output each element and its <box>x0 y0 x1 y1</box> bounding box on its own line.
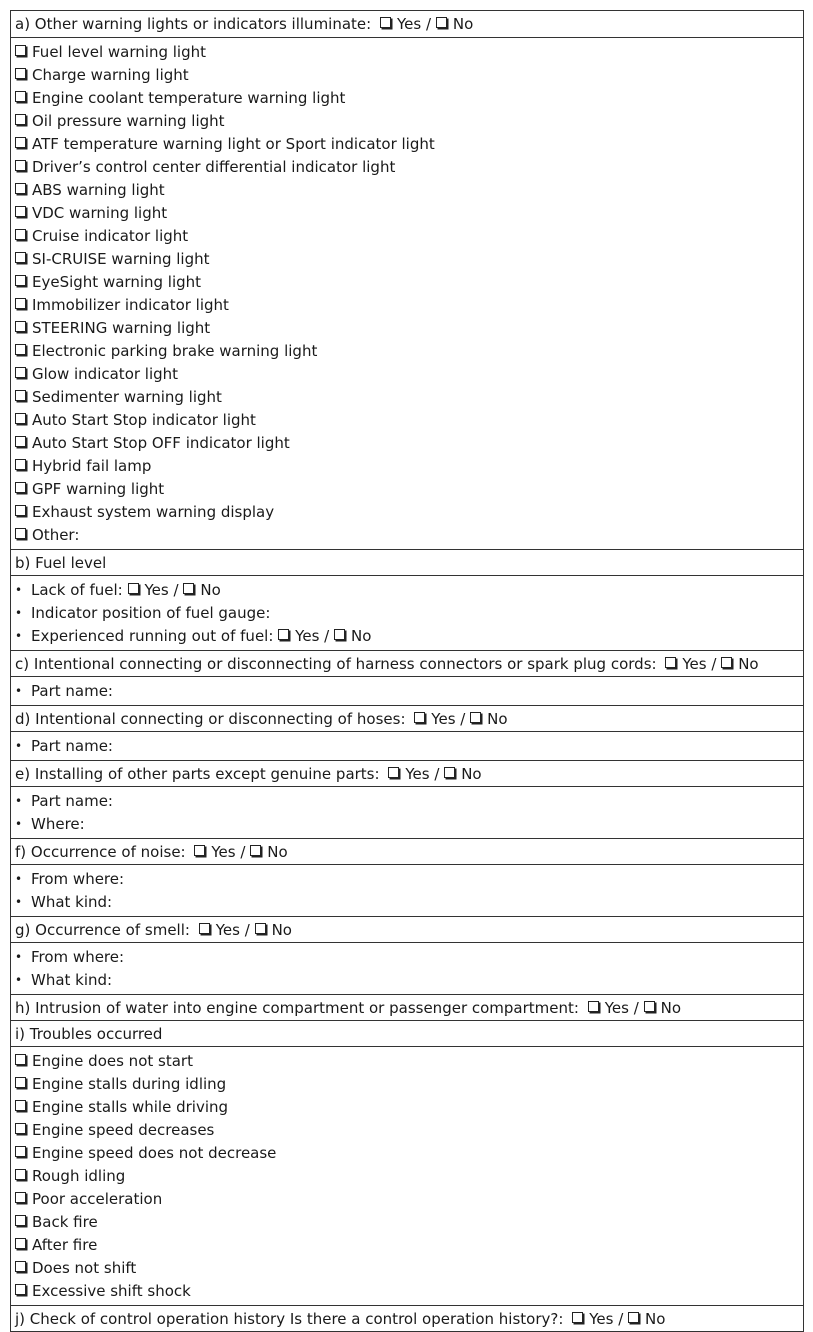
checkbox[interactable] <box>15 45 26 56</box>
item-label: Sedimenter warning light <box>32 388 222 406</box>
item-label: Exhaust system warning display <box>32 503 275 521</box>
checkbox[interactable] <box>15 1077 26 1088</box>
item-label: SI-CRUISE warning light <box>32 250 210 268</box>
bullet-item <box>15 790 799 813</box>
yes-checkbox[interactable] <box>278 629 289 640</box>
checkbox[interactable] <box>15 436 26 447</box>
checklist-item <box>15 1280 799 1303</box>
separator: / <box>426 15 432 33</box>
yes-label: Yes <box>682 655 707 673</box>
section-f-header <box>11 838 803 864</box>
item-label: Engine stalls while driving <box>32 1098 229 1116</box>
no-checkbox[interactable] <box>255 923 266 934</box>
item-label: GPF warning light <box>32 480 165 498</box>
checklist-item <box>15 64 799 87</box>
section-j-header <box>11 1305 803 1331</box>
checkbox[interactable] <box>15 68 26 79</box>
no-label: No <box>645 1310 666 1328</box>
section-i-list <box>11 1046 803 1305</box>
item-label: Auto Start Stop indicator light <box>32 411 256 429</box>
separator: / <box>173 581 179 599</box>
separator: / <box>633 999 639 1017</box>
section-e-header <box>11 760 803 786</box>
item-label: Fuel level warning light <box>32 43 206 61</box>
item-label: Poor acceleration <box>32 1190 163 1208</box>
bullet-icon: • <box>15 973 23 987</box>
item-label: Other: <box>32 526 80 544</box>
bullet-item <box>15 625 799 648</box>
checklist-item <box>15 1211 799 1234</box>
checklist-item <box>15 386 799 409</box>
checkbox[interactable] <box>15 183 26 194</box>
checklist-item <box>15 409 799 432</box>
checkbox[interactable] <box>15 1215 26 1226</box>
from-where-label: From where: <box>31 948 125 966</box>
yes-label: Yes <box>604 999 629 1017</box>
checkbox[interactable] <box>15 482 26 493</box>
checklist-item <box>15 478 799 501</box>
item-label: EyeSight warning light <box>32 273 202 291</box>
bullet-item <box>15 602 799 625</box>
checkbox[interactable] <box>15 1238 26 1249</box>
bullet-item <box>15 579 799 602</box>
bullet-icon: • <box>15 817 23 831</box>
bullet-icon: • <box>15 739 23 753</box>
section-e-title: e) Installing of other parts except genuine parts: <box>15 765 380 783</box>
bullet-icon: • <box>15 583 23 597</box>
yes-label: Yes <box>589 1310 614 1328</box>
checklist-item <box>15 1234 799 1257</box>
where-label: Where: <box>31 815 85 833</box>
section-a-header <box>11 11 803 37</box>
checklist-item <box>15 41 799 64</box>
no-label: No <box>271 921 292 939</box>
no-checkbox[interactable] <box>250 845 261 856</box>
yes-checkbox[interactable] <box>128 583 139 594</box>
ran-out-of-fuel-label: Experienced running out of fuel: <box>31 627 274 645</box>
checklist-item <box>15 1188 799 1211</box>
checkbox[interactable] <box>15 206 26 217</box>
bullet-icon: • <box>15 950 23 964</box>
checklist-item <box>15 294 799 317</box>
item-label: Engine does not start <box>32 1052 193 1070</box>
checklist-item <box>15 1119 799 1142</box>
no-checkbox[interactable] <box>721 657 732 668</box>
yes-label: Yes <box>211 843 236 861</box>
section-c-title: c) Intentional connecting or disconnecting of harness connectors or spark plug cords: <box>15 655 657 673</box>
checkbox[interactable] <box>15 229 26 240</box>
section-d-list <box>11 731 803 760</box>
section-a-title: a) Other warning lights or indicators illuminate: <box>15 15 372 33</box>
bullet-item <box>15 735 799 758</box>
separator: / <box>711 655 717 673</box>
checkbox[interactable] <box>15 275 26 286</box>
yes-label: Yes <box>144 581 169 599</box>
checkbox[interactable] <box>15 1169 26 1180</box>
no-checkbox[interactable] <box>183 583 194 594</box>
part-name-label: Part name: <box>31 792 113 810</box>
section-h-header <box>11 994 803 1020</box>
checklist-item <box>15 271 799 294</box>
yes-checkbox[interactable] <box>572 1312 583 1323</box>
checklist-item <box>15 202 799 225</box>
no-checkbox[interactable] <box>470 712 481 723</box>
checkbox[interactable] <box>15 91 26 102</box>
no-checkbox[interactable] <box>644 1001 655 1012</box>
section-i-title: i) Troubles occurred <box>15 1025 163 1043</box>
checklist-item <box>15 225 799 248</box>
yes-checkbox[interactable] <box>380 17 391 28</box>
checkbox[interactable] <box>15 1123 26 1134</box>
yes-label: Yes <box>431 710 456 728</box>
item-label: Immobilizer indicator light <box>32 296 229 314</box>
section-g-title: g) Occurrence of smell: <box>15 921 190 939</box>
no-checkbox[interactable] <box>444 767 455 778</box>
checklist-item <box>15 248 799 271</box>
section-h-title: h) Intrusion of water into engine compartment or passenger compartment: <box>15 999 579 1017</box>
section-b-header <box>11 549 803 575</box>
item-label: Engine speed does not decrease <box>32 1144 277 1162</box>
checkbox[interactable] <box>15 114 26 125</box>
item-label: Cruise indicator light <box>32 227 189 245</box>
section-i-header <box>11 1020 803 1046</box>
checklist-item <box>15 432 799 455</box>
item-label: Engine stalls during idling <box>32 1075 227 1093</box>
no-label: No <box>660 999 681 1017</box>
no-checkbox[interactable] <box>436 17 447 28</box>
item-label: ATF temperature warning light or Sport indicator light <box>32 135 435 153</box>
section-d-title: d) Intentional connecting or disconnecting of hoses: <box>15 710 406 728</box>
diagnosis-checklist-form <box>10 10 804 1332</box>
item-label: ABS warning light <box>32 181 165 199</box>
checkbox[interactable] <box>15 321 26 332</box>
bullet-icon: • <box>15 606 23 620</box>
no-label: No <box>487 710 508 728</box>
checkbox[interactable] <box>15 160 26 171</box>
bullet-item <box>15 969 799 992</box>
checkbox[interactable] <box>15 1054 26 1065</box>
checklist-item <box>15 524 799 547</box>
item-label: Engine coolant temperature warning light <box>32 89 346 107</box>
checkbox[interactable] <box>15 528 26 539</box>
section-e-list <box>11 786 803 838</box>
item-label: Excessive shift shock <box>32 1282 191 1300</box>
no-checkbox[interactable] <box>334 629 345 640</box>
separator: / <box>240 843 246 861</box>
checklist-item <box>15 156 799 179</box>
item-label: VDC warning light <box>32 204 168 222</box>
checkbox[interactable] <box>15 367 26 378</box>
checklist-item <box>15 1257 799 1280</box>
checklist-item <box>15 133 799 156</box>
yes-label: Yes <box>215 921 240 939</box>
yes-checkbox[interactable] <box>588 1001 599 1012</box>
no-label: No <box>351 627 372 645</box>
checkbox[interactable] <box>15 1100 26 1111</box>
bullet-item <box>15 868 799 891</box>
separator: / <box>324 627 330 645</box>
checkbox[interactable] <box>15 1192 26 1203</box>
section-g-list <box>11 942 803 994</box>
item-label: Hybrid fail lamp <box>32 457 152 475</box>
checkbox[interactable] <box>15 1284 26 1295</box>
yes-checkbox[interactable] <box>414 712 425 723</box>
section-d-header <box>11 705 803 731</box>
item-label: Engine speed decreases <box>32 1121 215 1139</box>
checklist-item <box>15 1050 799 1073</box>
separator: / <box>434 765 440 783</box>
checkbox[interactable] <box>15 505 26 516</box>
checklist-item <box>15 1096 799 1119</box>
fuel-gauge-position-label: Indicator position of fuel gauge: <box>31 604 271 622</box>
checklist-item <box>15 317 799 340</box>
section-b-title: b) Fuel level <box>15 554 107 572</box>
item-label: Back fire <box>32 1213 98 1231</box>
no-label: No <box>452 15 474 33</box>
yes-checkbox[interactable] <box>388 767 399 778</box>
item-label: Electronic parking brake warning light <box>32 342 318 360</box>
checkbox[interactable] <box>15 459 26 470</box>
checklist-item <box>15 1142 799 1165</box>
checkbox[interactable] <box>15 390 26 401</box>
checkbox[interactable] <box>15 1146 26 1157</box>
checklist-item <box>15 363 799 386</box>
section-c-header <box>11 650 803 676</box>
checklist-item <box>15 1165 799 1188</box>
bullet-item <box>15 680 799 703</box>
lack-of-fuel-label: Lack of fuel: <box>31 581 123 599</box>
section-b-list <box>11 575 803 650</box>
yes-label: Yes <box>295 627 320 645</box>
item-label: Oil pressure warning light <box>32 112 225 130</box>
checkbox[interactable] <box>15 137 26 148</box>
section-c-list <box>11 676 803 705</box>
checklist-item <box>15 340 799 363</box>
section-a-list <box>11 37 803 549</box>
yes-label: Yes <box>405 765 430 783</box>
what-kind-label: What kind: <box>31 971 113 989</box>
no-label: No <box>738 655 759 673</box>
checkbox[interactable] <box>15 298 26 309</box>
no-label: No <box>200 581 221 599</box>
item-label: Rough idling <box>32 1167 126 1185</box>
checkbox[interactable] <box>15 252 26 263</box>
bullet-icon: • <box>15 629 23 643</box>
bullet-item <box>15 813 799 836</box>
checklist-item <box>15 501 799 524</box>
checkbox[interactable] <box>15 1261 26 1272</box>
bullet-item <box>15 946 799 969</box>
section-f-list <box>11 864 803 916</box>
separator: / <box>618 1310 624 1328</box>
bullet-item <box>15 891 799 914</box>
no-label: No <box>267 843 288 861</box>
item-label: Driver’s control center differential indicator light <box>32 158 396 176</box>
from-where-label: From where: <box>31 870 125 888</box>
bullet-icon: • <box>15 872 23 886</box>
yes-checkbox[interactable] <box>199 923 210 934</box>
item-label: STEERING warning light <box>32 319 211 337</box>
checklist-item <box>15 179 799 202</box>
checkbox[interactable] <box>15 344 26 355</box>
yes-label: Yes <box>397 15 422 33</box>
bullet-icon: • <box>15 794 23 808</box>
checklist-item <box>15 1073 799 1096</box>
bullet-icon: • <box>15 684 23 698</box>
checklist-item <box>15 110 799 133</box>
item-label: Charge warning light <box>32 66 189 84</box>
item-label: Glow indicator light <box>32 365 179 383</box>
no-label: No <box>461 765 482 783</box>
item-label: Does not shift <box>32 1259 137 1277</box>
separator: / <box>244 921 250 939</box>
section-j-title: j) Check of control operation history Is there a control operation history?: <box>15 1310 564 1328</box>
part-name-label: Part name: <box>31 737 113 755</box>
section-f-title: f) Occurrence of noise: <box>15 843 186 861</box>
checkbox[interactable] <box>15 413 26 424</box>
section-g-header <box>11 916 803 942</box>
checklist-item <box>15 455 799 478</box>
yes-checkbox[interactable] <box>194 845 205 856</box>
no-checkbox[interactable] <box>628 1312 639 1323</box>
bullet-icon: • <box>15 895 23 909</box>
yes-checkbox[interactable] <box>665 657 676 668</box>
checklist-item <box>15 87 799 110</box>
what-kind-label: What kind: <box>31 893 113 911</box>
separator: / <box>460 710 466 728</box>
item-label: After fire <box>32 1236 98 1254</box>
item-label: Auto Start Stop OFF indicator light <box>32 434 290 452</box>
part-name-label: Part name: <box>31 682 113 700</box>
